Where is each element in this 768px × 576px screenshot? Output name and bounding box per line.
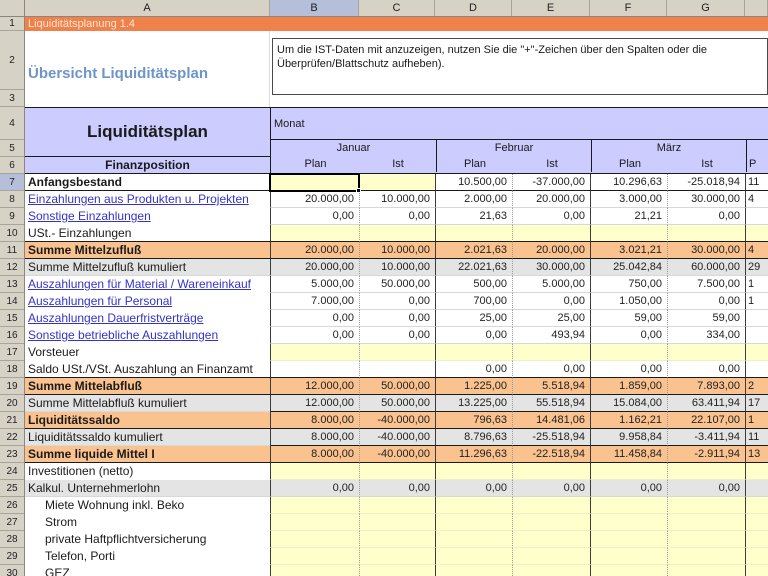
cell-B30[interactable]	[270, 565, 359, 576]
row-header-29[interactable]: 29	[0, 548, 24, 565]
subheader-plan-partial[interactable]: P	[746, 156, 768, 172]
cell-H23[interactable]: 13	[745, 446, 768, 463]
cell-H9[interactable]	[745, 208, 768, 225]
cell-G26[interactable]	[667, 497, 745, 514]
cell-G17[interactable]	[667, 344, 745, 361]
cell-B27[interactable]	[270, 514, 359, 531]
cell-E24[interactable]	[512, 463, 590, 480]
cell-C9[interactable]: 0,00	[359, 208, 435, 225]
column-header-partial[interactable]	[745, 0, 768, 16]
cell-D30[interactable]	[435, 565, 512, 576]
row-header-8[interactable]: 8	[0, 191, 24, 208]
cell-H28[interactable]	[745, 531, 768, 548]
cell-H8[interactable]: 4	[745, 191, 768, 208]
subheader-ist-G[interactable]: Ist	[701, 158, 713, 170]
subheader-ist-C[interactable]: Ist	[392, 158, 404, 170]
row-25	[25, 480, 768, 497]
cell-B25[interactable]: 0,00	[270, 480, 359, 497]
cell-E20[interactable]: 55.518,94	[512, 395, 590, 412]
cell-B15[interactable]: 0,00	[270, 310, 359, 327]
cell-D27[interactable]	[435, 514, 512, 531]
subheader-ist-E[interactable]: Ist	[546, 158, 558, 170]
cell-F25[interactable]: 0,00	[590, 480, 667, 497]
row-header-24[interactable]: 24	[0, 463, 24, 480]
cell-A28[interactable]: private Haftpflichtversicherung	[25, 531, 270, 548]
cell-D13[interactable]: 500,00	[435, 276, 512, 293]
cell-F15[interactable]: 59,00	[590, 310, 667, 327]
cell-E22[interactable]: -25.518,94	[512, 429, 590, 446]
cell-C23[interactable]: -40.000,00	[359, 446, 435, 463]
row-headers	[0, 17, 25, 576]
cell-F11[interactable]: 3.021,21	[590, 242, 667, 259]
cell-G14[interactable]: 0,00	[667, 293, 745, 310]
cell-F30[interactable]	[590, 565, 667, 576]
row-header-9[interactable]: 9	[0, 208, 24, 225]
cell-D15[interactable]: 25,00	[435, 310, 512, 327]
cell-G13[interactable]: 7.500,00	[667, 276, 745, 293]
table-header-block	[25, 107, 768, 174]
cell-C22[interactable]: -40.000,00	[359, 429, 435, 446]
row-header-5[interactable]: 5	[0, 140, 24, 157]
cell-B29[interactable]	[270, 548, 359, 565]
cell-D12[interactable]: 22.021,63	[435, 259, 512, 276]
cell-H10[interactable]	[745, 225, 768, 242]
months-row	[271, 140, 768, 156]
cell-D19[interactable]: 1.225,00	[435, 378, 512, 395]
cell-F22[interactable]: 9.958,84	[590, 429, 667, 446]
cell-A13[interactable]: Auszahlungen für Material / Wareneinkauf	[28, 277, 252, 291]
cell-C25[interactable]: 0,00	[359, 480, 435, 497]
subheader-plan-F[interactable]: Plan	[591, 156, 668, 172]
cell-A29[interactable]: Telefon, Porti	[25, 548, 270, 565]
cell-G8[interactable]: 30.000,00	[667, 191, 745, 208]
cell-C13[interactable]: 50.000,00	[359, 276, 435, 293]
cell-D11[interactable]: 2.021,63	[435, 242, 512, 259]
cell-C29[interactable]	[359, 548, 435, 565]
cell-B23[interactable]: 8.000,00	[270, 446, 359, 463]
cell-B12[interactable]: 20.000,00	[270, 259, 359, 276]
cell-D26[interactable]	[435, 497, 512, 514]
cell-D29[interactable]	[435, 548, 512, 565]
cell-E15[interactable]: 25,00	[512, 310, 590, 327]
cell-C21[interactable]: -40.000,00	[359, 412, 435, 429]
cell-H17[interactable]	[745, 344, 768, 361]
cell-E25[interactable]: 0,00	[512, 480, 590, 497]
row-header-3[interactable]: 3	[0, 90, 24, 107]
row-22	[25, 429, 768, 446]
cell-F26[interactable]	[590, 497, 667, 514]
cell-A25[interactable]: Kalkul. Unternehmerlohn	[25, 480, 270, 497]
row-header-4[interactable]: 4	[0, 107, 24, 140]
cell-E19[interactable]: 5.518,94	[512, 378, 590, 395]
row-header-13[interactable]: 13	[0, 276, 24, 293]
row-15	[25, 310, 768, 327]
cell-C20[interactable]: 50.000,00	[359, 395, 435, 412]
row-21	[25, 412, 768, 429]
cell-H14[interactable]: 1	[745, 293, 768, 310]
cell-G19[interactable]: 7.893,00	[667, 378, 745, 395]
cell-D24[interactable]	[435, 463, 512, 480]
cell-F14[interactable]: 1.050,00	[590, 293, 667, 310]
cell-G20[interactable]: 63.411,94	[667, 395, 745, 412]
cell-C19[interactable]: 50.000,00	[359, 378, 435, 395]
cell-A12[interactable]: Summe Mittelzufluß kumuliert	[25, 259, 270, 276]
row-header-30[interactable]: 30	[0, 565, 24, 576]
cell-F27[interactable]	[590, 514, 667, 531]
cell-B19[interactable]: 12.000,00	[270, 378, 359, 395]
cell-F28[interactable]	[590, 531, 667, 548]
cell-E16[interactable]: 493,94	[512, 327, 590, 344]
cell-H27[interactable]	[745, 514, 768, 531]
cell-G16[interactable]: 334,00	[667, 327, 745, 344]
cell-G12[interactable]: 60.000,00	[667, 259, 745, 276]
cell-E10[interactable]	[512, 225, 590, 242]
cell-B9[interactable]: 0,00	[270, 208, 359, 225]
row-header-22[interactable]: 22	[0, 429, 24, 446]
row-header-15[interactable]: 15	[0, 310, 24, 327]
cell-A23[interactable]: Summe liquide Mittel I	[25, 446, 270, 463]
month-header-märz[interactable]: März	[591, 140, 746, 156]
cell-E30[interactable]	[512, 565, 590, 576]
cell-C17[interactable]	[359, 344, 435, 361]
cell-D22[interactable]: 8.796,63	[435, 429, 512, 446]
cell-D16[interactable]: 0,00	[435, 327, 512, 344]
row-header-25[interactable]: 25	[0, 480, 24, 497]
row-header-21[interactable]: 21	[0, 412, 24, 429]
cell-B24[interactable]	[270, 463, 359, 480]
cell-H13[interactable]: 1	[745, 276, 768, 293]
cell-F20[interactable]: 15.084,00	[590, 395, 667, 412]
cell-H7[interactable]: 11	[745, 174, 768, 191]
cell-F13[interactable]: 750,00	[590, 276, 667, 293]
cell-H24[interactable]	[745, 463, 768, 480]
cell-B26[interactable]	[270, 497, 359, 514]
row-header-14[interactable]: 14	[0, 293, 24, 310]
cell-H22[interactable]: 11	[745, 429, 768, 446]
row-header-10[interactable]: 10	[0, 225, 24, 242]
row-header-1[interactable]: 1	[0, 17, 24, 31]
cell-E27[interactable]	[512, 514, 590, 531]
note-line-2: Überprüfen/Blattschutz aufheben).	[277, 58, 445, 70]
cell-F10[interactable]	[590, 225, 667, 242]
cell-E14[interactable]: 0,00	[512, 293, 590, 310]
cell-F8[interactable]: 3.000,00	[590, 191, 667, 208]
cell-A22[interactable]: Liquiditätssaldo kumuliert	[25, 429, 270, 446]
cell-G24[interactable]	[667, 463, 745, 480]
cell-G22[interactable]: -3.411,94	[667, 429, 745, 446]
cell-D14[interactable]: 700,00	[435, 293, 512, 310]
monat-cell[interactable]: Monat	[271, 108, 768, 140]
cell-D9[interactable]: 21,63	[435, 208, 512, 225]
cell-H20[interactable]: 17	[745, 395, 768, 412]
cell-H16[interactable]	[745, 327, 768, 344]
cell-F16[interactable]: 0,00	[590, 327, 667, 344]
cell-B10[interactable]	[270, 225, 359, 242]
cell-A9[interactable]: Sonstige Einzahlungen	[28, 209, 151, 223]
row-24	[25, 463, 768, 480]
cell-H19[interactable]: 2	[745, 378, 768, 395]
cell-G9[interactable]: 0,00	[667, 208, 745, 225]
cell-E17[interactable]	[512, 344, 590, 361]
row-18	[25, 361, 768, 378]
row-header-23[interactable]: 23	[0, 446, 24, 463]
cell-C14[interactable]: 0,00	[359, 293, 435, 310]
cell-G21[interactable]: 22.107,00	[667, 412, 745, 429]
cell-A11[interactable]: Summe Mittelzufluß	[25, 242, 270, 259]
row-8	[25, 191, 768, 208]
row-20	[25, 395, 768, 412]
cell-B22[interactable]: 8.000,00	[270, 429, 359, 446]
cell-F18[interactable]: 0,00	[590, 361, 667, 378]
row-19	[25, 378, 768, 395]
cell-F23[interactable]: 11.458,84	[590, 446, 667, 463]
cell-E12[interactable]: 30.000,00	[512, 259, 590, 276]
cell-D8[interactable]: 2.000,00	[435, 191, 512, 208]
row-header-27[interactable]: 27	[0, 514, 24, 531]
month-header-februar[interactable]: Februar	[436, 140, 591, 156]
row-header-2[interactable]: 2	[0, 31, 24, 90]
cell-E21[interactable]: 14.481,06	[512, 412, 590, 429]
cell-A17[interactable]: Vorsteuer	[25, 344, 270, 361]
row-header-28[interactable]: 28	[0, 531, 24, 548]
selected-cell-outline	[269, 173, 360, 192]
cell-G29[interactable]	[667, 548, 745, 565]
cell-G7[interactable]: -25.018,94	[667, 174, 745, 191]
cell-A2-subtitle[interactable]: Übersicht Liquiditätsplan	[28, 64, 209, 82]
cell-G15[interactable]: 59,00	[667, 310, 745, 327]
cell-H18[interactable]	[745, 361, 768, 378]
cell-C15[interactable]: 0,00	[359, 310, 435, 327]
cell-C10[interactable]	[359, 225, 435, 242]
cell-A30[interactable]: GEZ	[25, 565, 270, 576]
row-30	[25, 565, 768, 576]
cell-C26[interactable]	[359, 497, 435, 514]
month-header-partial[interactable]	[746, 140, 768, 156]
cell-A15[interactable]: Auszahlungen Dauerfristverträge	[28, 311, 204, 325]
subheader-plan-B[interactable]: Plan	[304, 158, 327, 170]
cell-B16[interactable]: 0,00	[270, 327, 359, 344]
cell-E28[interactable]	[512, 531, 590, 548]
row-12	[25, 259, 768, 276]
subheader-plan-D[interactable]: Plan	[436, 156, 513, 172]
cell-E29[interactable]	[512, 548, 590, 565]
cell-E13[interactable]: 5.000,00	[512, 276, 590, 293]
cell-H11[interactable]: 4	[745, 242, 768, 259]
cell-E9[interactable]: 0,00	[512, 208, 590, 225]
cell-H21[interactable]: 1	[745, 412, 768, 429]
row-16	[25, 327, 768, 344]
cell-G27[interactable]	[667, 514, 745, 531]
table-header-left	[25, 108, 270, 173]
cell-C18[interactable]	[359, 361, 435, 378]
cell-A7[interactable]: Anfangsbestand	[25, 174, 270, 191]
row-header-17[interactable]: 17	[0, 344, 24, 361]
select-all-corner[interactable]	[0, 0, 25, 17]
cell-H15[interactable]	[745, 310, 768, 327]
cell-G28[interactable]	[667, 531, 745, 548]
row-7	[25, 174, 768, 191]
cell-E11[interactable]: 20.000,00	[512, 242, 590, 259]
cell-B18[interactable]	[270, 361, 359, 378]
cell-C28[interactable]	[359, 531, 435, 548]
cell-C27[interactable]	[359, 514, 435, 531]
row-9	[25, 208, 768, 225]
row-header-18[interactable]: 18	[0, 361, 24, 378]
cell-G30[interactable]	[667, 565, 745, 576]
cell-A8[interactable]: Einzahlungen aus Produkten u. Projekten	[28, 192, 249, 206]
row-11	[25, 242, 768, 259]
cell-B20[interactable]: 12.000,00	[270, 395, 359, 412]
cell-D10[interactable]	[435, 225, 512, 242]
cell-H26[interactable]	[745, 497, 768, 514]
cell-D18[interactable]: 0,00	[435, 361, 512, 378]
cell-B13[interactable]: 5.000,00	[270, 276, 359, 293]
cell-E26[interactable]	[512, 497, 590, 514]
cell-H25[interactable]	[745, 480, 768, 497]
cell-E18[interactable]: 0,00	[512, 361, 590, 378]
note-line-1: Um die IST-Daten mit anzuzeigen, nutzen Sie die "+"-Zeichen über den Spalten oder die	[277, 44, 708, 56]
row-header-19[interactable]: 19	[0, 378, 24, 395]
cell-G25[interactable]: 0,00	[667, 480, 745, 497]
cell-B28[interactable]	[270, 531, 359, 548]
row-header-6[interactable]: 6	[0, 157, 24, 174]
cell-G23[interactable]: -2.911,94	[667, 446, 745, 463]
cell-A24[interactable]: Investitionen (netto)	[25, 463, 270, 480]
cell-D21[interactable]: 796,63	[435, 412, 512, 429]
cell-A10[interactable]: USt.- Einzahlungen	[25, 225, 270, 242]
row-14	[25, 293, 768, 310]
cell-A14[interactable]: Auszahlungen für Personal	[28, 294, 173, 308]
table-title-cell[interactable]: Liquiditätsplan	[25, 108, 270, 157]
cell-F17[interactable]	[590, 344, 667, 361]
cell-B21[interactable]: 8.000,00	[270, 412, 359, 429]
cell-E8[interactable]: 20.000,00	[512, 191, 590, 208]
cell-D28[interactable]	[435, 531, 512, 548]
table-body	[25, 174, 768, 576]
cell-H12[interactable]: 29	[745, 259, 768, 276]
note-textbox	[272, 38, 768, 95]
column-header-E[interactable]: E	[512, 0, 590, 16]
cell-C30[interactable]	[359, 565, 435, 576]
row-26	[25, 497, 768, 514]
cell-E23[interactable]: -22.518,94	[512, 446, 590, 463]
row-13	[25, 276, 768, 293]
row-header-16[interactable]: 16	[0, 327, 24, 344]
column-headers	[25, 0, 768, 17]
cell-D20[interactable]: 13.225,00	[435, 395, 512, 412]
cell-C7[interactable]	[359, 174, 435, 191]
cell-E7[interactable]: -37.000,00	[512, 174, 590, 191]
cell-B8[interactable]: 20.000,00	[270, 191, 359, 208]
cell-G10[interactable]	[667, 225, 745, 242]
cell-A18[interactable]: Saldo USt./VSt. Auszahlung an Finanzamt	[25, 361, 270, 378]
fill-handle[interactable]	[356, 188, 361, 193]
column-header-F[interactable]: F	[590, 0, 667, 16]
row-28	[25, 531, 768, 548]
row-header-20[interactable]: 20	[0, 395, 24, 412]
row-17	[25, 344, 768, 361]
row-header-11[interactable]: 11	[0, 242, 24, 259]
row-header-26[interactable]: 26	[0, 497, 24, 514]
cell-A21[interactable]: Liquiditätssaldo	[25, 412, 270, 429]
cell-F12[interactable]: 25.042,84	[590, 259, 667, 276]
cell-D7[interactable]: 10.500,00	[435, 174, 512, 191]
worksheet	[25, 17, 768, 576]
cell-C24[interactable]	[359, 463, 435, 480]
row-27	[25, 514, 768, 531]
cell-F9[interactable]: 21,21	[590, 208, 667, 225]
row-29	[25, 548, 768, 565]
plan-ist-row	[271, 156, 768, 172]
cell-C8[interactable]: 10.000,00	[359, 191, 435, 208]
cell-A26[interactable]: Miete Wohnung inkl. Beko	[25, 497, 270, 514]
cell-F7[interactable]: 10.296,63	[590, 174, 667, 191]
cell-C16[interactable]: 0,00	[359, 327, 435, 344]
row-23	[25, 446, 768, 463]
cell-B17[interactable]	[270, 344, 359, 361]
cell-F29[interactable]	[590, 548, 667, 565]
finanzposition-cell[interactable]: Finanzposition	[105, 158, 190, 172]
row-header-7[interactable]: 7	[0, 174, 24, 191]
cell-F19[interactable]: 1.859,00	[590, 378, 667, 395]
row-header-12[interactable]: 12	[0, 259, 24, 276]
month-header-januar[interactable]: Januar	[336, 142, 371, 154]
cell-D17[interactable]	[435, 344, 512, 361]
cell-A16[interactable]: Sonstige betriebliche Auszahlungen	[28, 328, 219, 342]
gridline-a-b	[269, 31, 270, 107]
cell-C11[interactable]: 10.000,00	[359, 242, 435, 259]
cell-D23[interactable]: 11.296,63	[435, 446, 512, 463]
cell-G11[interactable]: 30.000,00	[667, 242, 745, 259]
cell-H30[interactable]	[745, 565, 768, 576]
cell-B14[interactable]: 7.000,00	[270, 293, 359, 310]
column-header-B[interactable]: B	[270, 0, 359, 16]
cell-F21[interactable]: 1.162,21	[590, 412, 667, 429]
cell-A20[interactable]: Summe Mittelabfluß kumuliert	[25, 395, 270, 412]
table-header-right	[270, 108, 768, 173]
row-10	[25, 225, 768, 242]
column-header-D[interactable]: D	[435, 0, 512, 16]
cell-B11[interactable]: 20.000,00	[270, 242, 359, 259]
column-header-G[interactable]: G	[667, 0, 745, 16]
column-header-A[interactable]: A	[25, 0, 270, 16]
cell-D25[interactable]: 0,00	[435, 480, 512, 497]
cell-A1-banner[interactable]: Liquiditätsplanung 1.4	[25, 17, 768, 31]
cell-F24[interactable]	[590, 463, 667, 480]
cell-G18[interactable]: 0,00	[667, 361, 745, 378]
column-header-C[interactable]: C	[359, 0, 435, 16]
cell-C12[interactable]: 10.000,00	[359, 259, 435, 276]
cell-A19[interactable]: Summe Mittelabfluß	[25, 378, 270, 395]
cell-A27[interactable]: Strom	[25, 514, 270, 531]
cell-H29[interactable]	[745, 548, 768, 565]
